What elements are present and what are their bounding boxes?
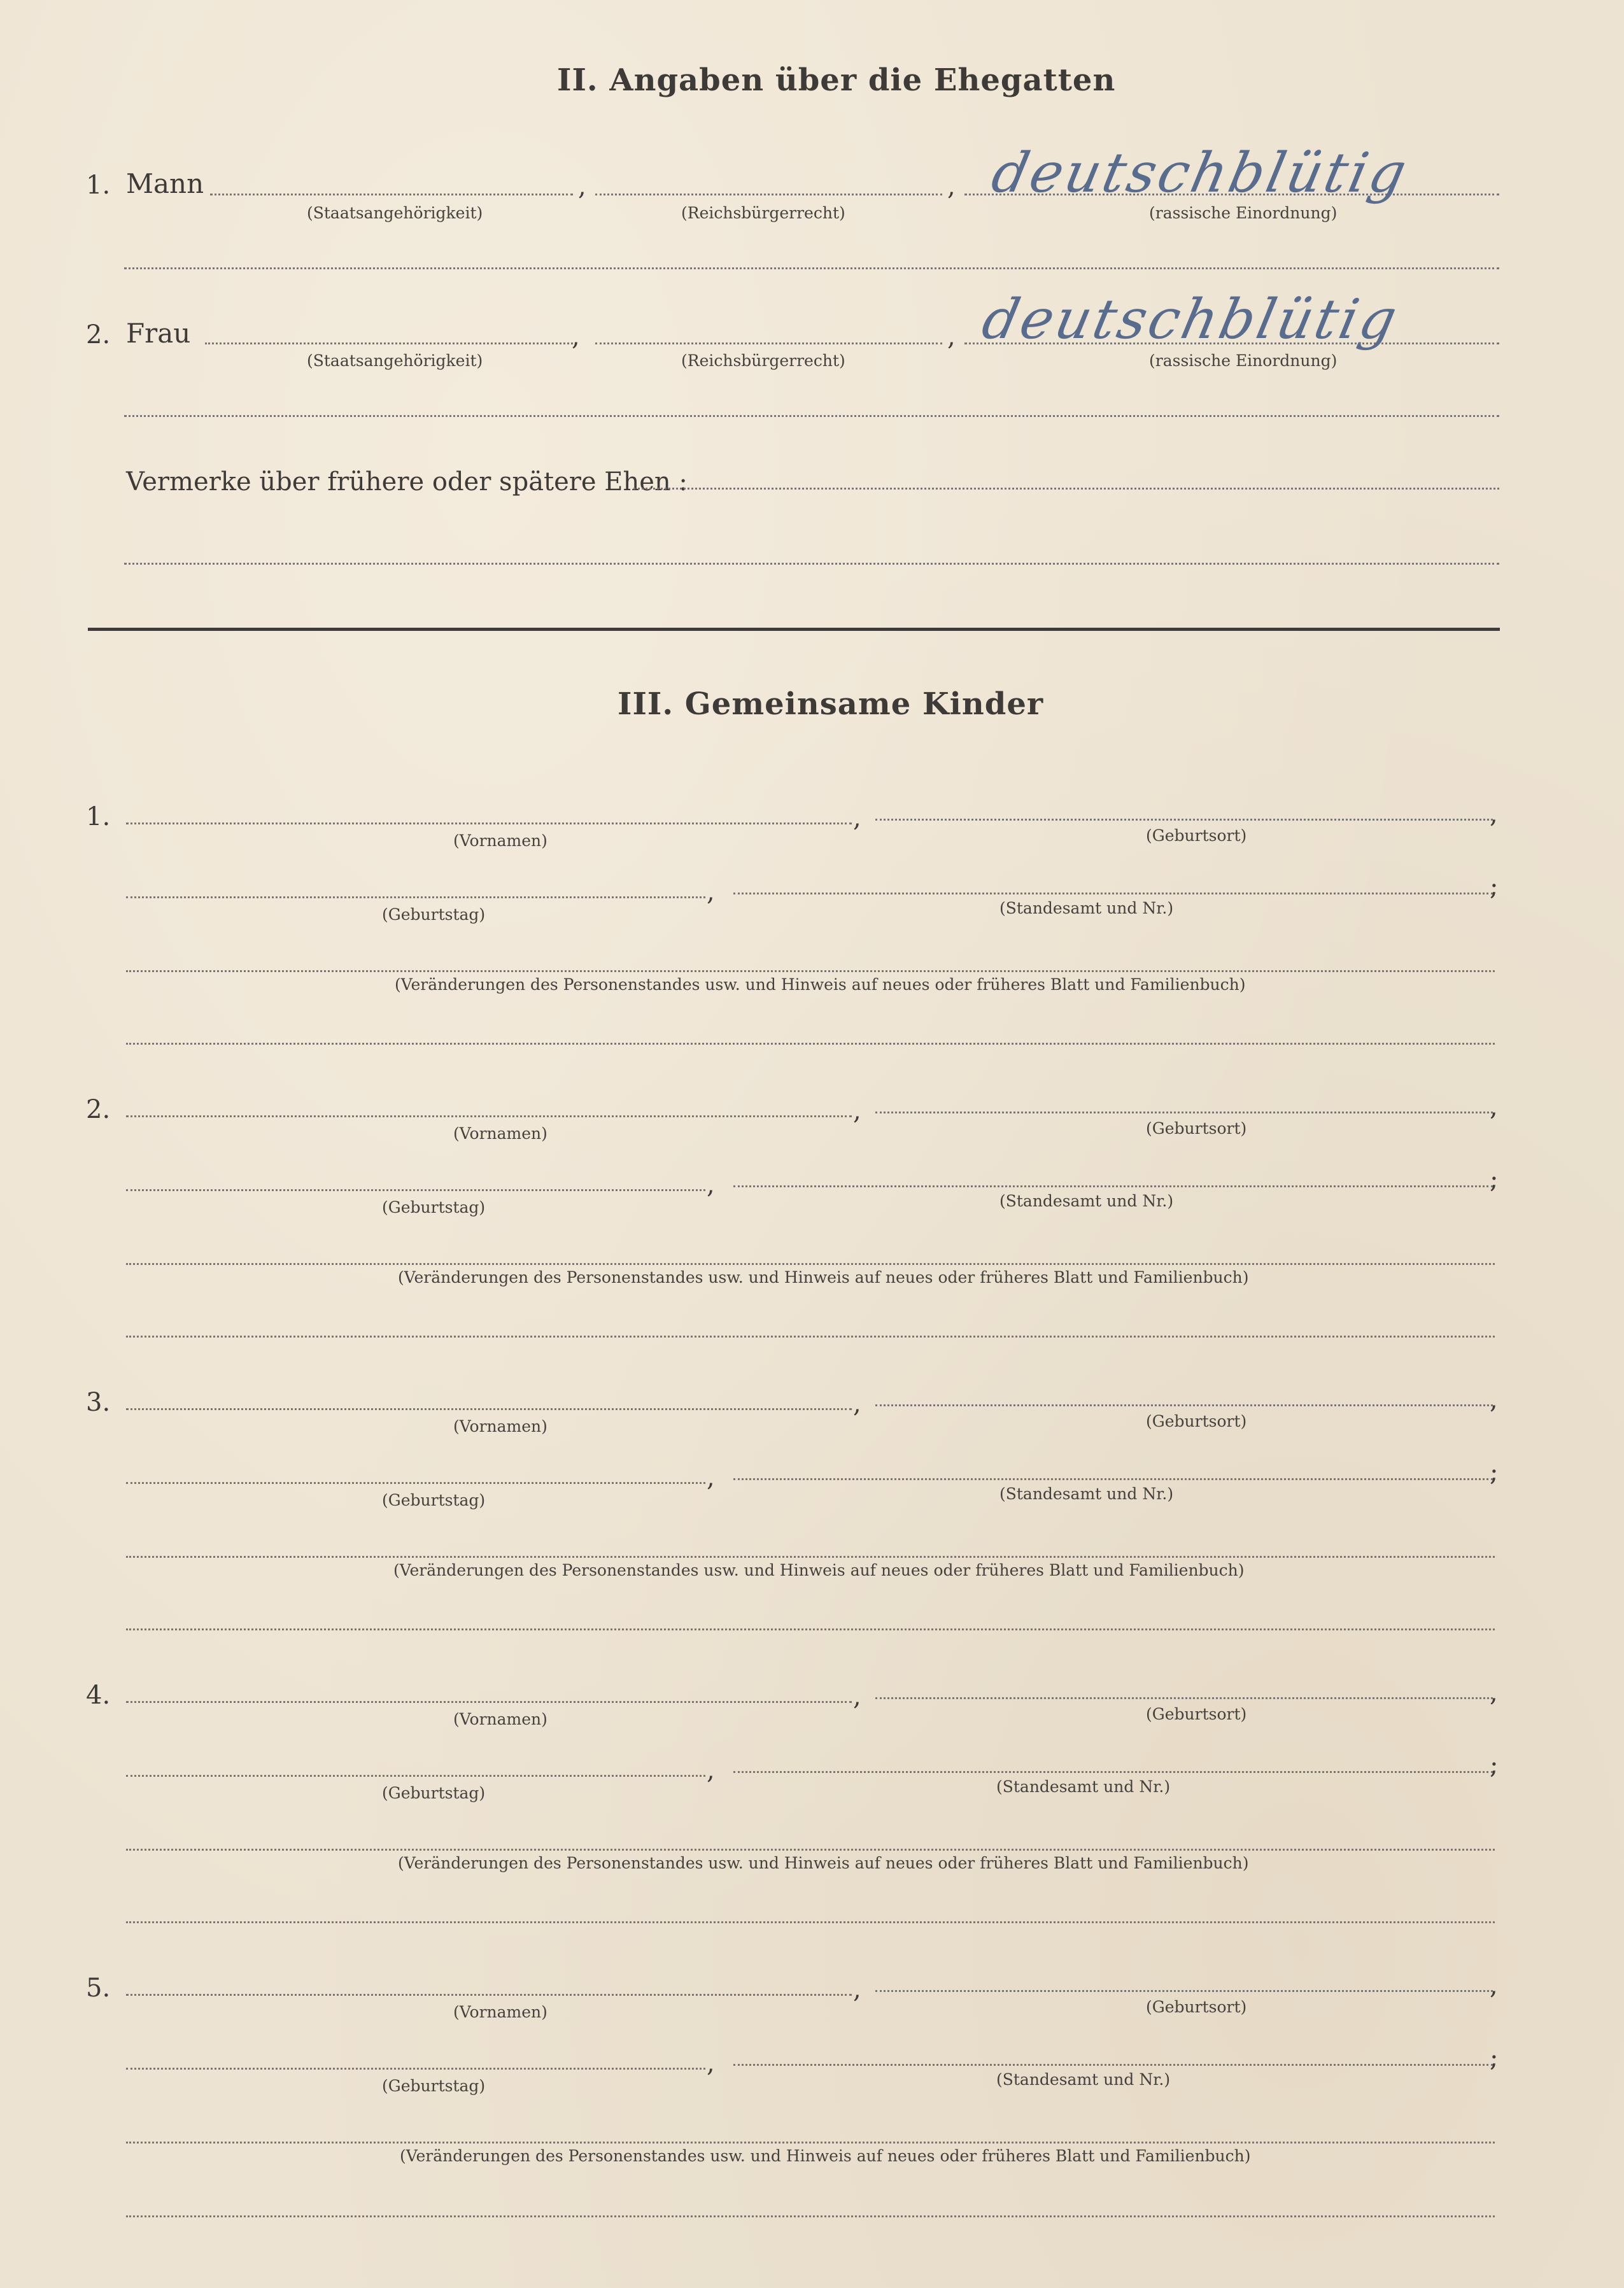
- geburtstag-caption: (Geburtstag): [382, 1784, 486, 1802]
- mann-label: Mann: [126, 168, 204, 199]
- veraenderungen-field[interactable]: [126, 970, 1495, 972]
- comma: ,: [572, 322, 580, 351]
- vermerke-field[interactable]: [633, 488, 1499, 490]
- comma: ,: [1490, 1385, 1498, 1415]
- section-divider: [88, 628, 1500, 631]
- geburtsort-caption: (Geburtsort): [1146, 1998, 1247, 2016]
- frau-handwritten-entry: deutschblütig: [977, 288, 1405, 351]
- standesamt-caption: (Standesamt und Nr.): [996, 1777, 1171, 1796]
- frau-caption-staat: (Staatsangehörigkeit): [307, 351, 483, 370]
- child-number: 4.: [86, 1681, 111, 1710]
- child-number: 5.: [86, 1974, 111, 2003]
- frau-caption-reich: (Reichsbürgerrecht): [681, 351, 845, 370]
- frau-label: Frau: [126, 318, 191, 349]
- comma: ,: [1490, 1971, 1498, 2000]
- frau-extra-line[interactable]: [124, 415, 1499, 417]
- geburtstag-field[interactable]: [126, 2068, 705, 2070]
- semicolon: ;: [1490, 1165, 1499, 1194]
- standesamt-caption: (Standesamt und Nr.): [999, 899, 1174, 917]
- comma: ,: [947, 322, 956, 351]
- geburtsort-caption: (Geburtsort): [1146, 1119, 1247, 1138]
- comma: ,: [707, 877, 715, 907]
- veraenderungen-caption: (Veränderungen des Personenstandes usw. und Hinweis auf neues oder früheres Blatt und Familienbuch): [398, 1854, 1249, 1872]
- veraenderungen-caption: (Veränderungen des Personenstandes usw. und Hinweis auf neues oder früheres Blatt und Familienbuch): [398, 1268, 1249, 1287]
- vornamen-field[interactable]: [126, 1408, 852, 1410]
- veraenderungen-caption: (Veränderungen des Personenstandes usw. und Hinweis auf neues oder früheres Blatt und Familienbuch): [393, 1561, 1245, 1579]
- vornamen-field[interactable]: [126, 1701, 852, 1703]
- mann-reich-field[interactable]: [595, 194, 942, 195]
- comma: ,: [1490, 1092, 1498, 1122]
- vornamen-caption: (Vornamen): [453, 2003, 547, 2021]
- vornamen-field[interactable]: [126, 823, 852, 824]
- geburtsort-field[interactable]: [875, 819, 1493, 821]
- comma: ,: [853, 1389, 861, 1418]
- vermerke-extra-line[interactable]: [124, 563, 1499, 565]
- frau-reich-field[interactable]: [595, 342, 942, 344]
- comma: ,: [853, 803, 861, 833]
- geburtstag-caption: (Geburtstag): [382, 905, 486, 924]
- veraenderungen-field[interactable]: [126, 1849, 1495, 1851]
- veraenderungen-extra-line[interactable]: [126, 1628, 1495, 1630]
- geburtstag-field[interactable]: [126, 1482, 705, 1484]
- frau-number: 2.: [86, 320, 111, 350]
- geburtsort-caption: (Geburtsort): [1146, 1705, 1247, 1723]
- geburtsort-field[interactable]: [875, 1697, 1493, 1699]
- veraenderungen-extra-line[interactable]: [126, 1921, 1495, 1923]
- child-number: 3.: [86, 1388, 111, 1417]
- vornamen-field[interactable]: [126, 1994, 852, 1996]
- standesamt-caption: (Standesamt und Nr.): [999, 1192, 1174, 1210]
- comma: ,: [707, 1463, 715, 1492]
- geburtsort-field[interactable]: [875, 1404, 1493, 1406]
- vornamen-caption: (Vornamen): [453, 1417, 547, 1436]
- standesamt-field[interactable]: [733, 1478, 1493, 1480]
- comma: ,: [947, 172, 956, 201]
- mann-number: 1.: [86, 171, 111, 200]
- child-number: 1.: [86, 802, 111, 831]
- mann-handwritten-entry: deutschblütig: [986, 141, 1415, 205]
- frau-caption-rasse: (rassische Einordnung): [1149, 351, 1338, 370]
- veraenderungen-extra-line[interactable]: [126, 1336, 1495, 1338]
- mann-caption-rasse: (rassische Einordnung): [1149, 204, 1338, 222]
- vornamen-caption: (Vornamen): [453, 1710, 547, 1728]
- veraenderungen-caption: (Veränderungen des Personenstandes usw. und Hinweis auf neues oder früheres Blatt und Familienbuch): [395, 975, 1246, 994]
- semicolon: ;: [1490, 1751, 1499, 1780]
- vornamen-caption: (Vornamen): [453, 1124, 547, 1143]
- geburtstag-caption: (Geburtstag): [382, 2077, 486, 2095]
- section-2-title: II. Angaben über die Ehegatten: [557, 62, 1116, 98]
- mann-caption-staat: (Staatsangehörigkeit): [307, 204, 483, 222]
- geburtstag-caption: (Geburtstag): [382, 1491, 486, 1509]
- vornamen-caption: (Vornamen): [453, 831, 547, 850]
- standesamt-field[interactable]: [733, 1185, 1493, 1187]
- frau-staat-field[interactable]: [205, 342, 573, 344]
- standesamt-field[interactable]: [733, 2064, 1493, 2066]
- comma: ,: [853, 1975, 861, 2004]
- comma: ,: [578, 172, 586, 201]
- veraenderungen-field[interactable]: [126, 2142, 1495, 2143]
- geburtsort-field[interactable]: [875, 1112, 1493, 1113]
- section-3-title: III. Gemeinsame Kinder: [618, 686, 1044, 722]
- mann-staat-field[interactable]: [210, 194, 573, 195]
- semicolon: ;: [1490, 2044, 1499, 2073]
- veraenderungen-field[interactable]: [126, 1263, 1495, 1265]
- geburtstag-caption: (Geburtstag): [382, 1198, 486, 1217]
- standesamt-caption: (Standesamt und Nr.): [996, 2070, 1171, 2089]
- geburtstag-field[interactable]: [126, 1775, 705, 1777]
- comma: ,: [707, 1170, 715, 1199]
- comma: ,: [1490, 800, 1498, 829]
- standesamt-caption: (Standesamt und Nr.): [999, 1485, 1174, 1503]
- mann-extra-line[interactable]: [124, 267, 1499, 269]
- child-number: 2.: [86, 1095, 111, 1124]
- veraenderungen-field[interactable]: [126, 1556, 1495, 1558]
- semicolon: ;: [1490, 872, 1499, 901]
- geburtsort-caption: (Geburtsort): [1146, 826, 1247, 845]
- standesamt-field[interactable]: [733, 893, 1493, 894]
- semicolon: ;: [1490, 1458, 1499, 1487]
- veraenderungen-caption: (Veränderungen des Personenstandes usw. und Hinweis auf neues oder früheres Blatt und Familienbuch): [400, 2147, 1251, 2165]
- comma: ,: [1490, 1678, 1498, 1707]
- vornamen-field[interactable]: [126, 1115, 852, 1117]
- veraenderungen-extra-line[interactable]: [126, 2215, 1495, 2217]
- comma: ,: [707, 2049, 715, 2078]
- comma: ,: [707, 1756, 715, 1785]
- veraenderungen-extra-line[interactable]: [126, 1043, 1495, 1045]
- mann-caption-reich: (Reichsbürgerrecht): [681, 204, 845, 222]
- geburtstag-field[interactable]: [126, 896, 705, 898]
- vermerke-label: Vermerke über frühere oder spätere Ehen :: [126, 467, 688, 497]
- geburtsort-field[interactable]: [875, 1990, 1493, 1992]
- standesamt-field[interactable]: [733, 1771, 1493, 1773]
- comma: ,: [853, 1682, 861, 1711]
- comma: ,: [853, 1096, 861, 1126]
- geburtstag-field[interactable]: [126, 1189, 705, 1191]
- geburtsort-caption: (Geburtsort): [1146, 1412, 1247, 1430]
